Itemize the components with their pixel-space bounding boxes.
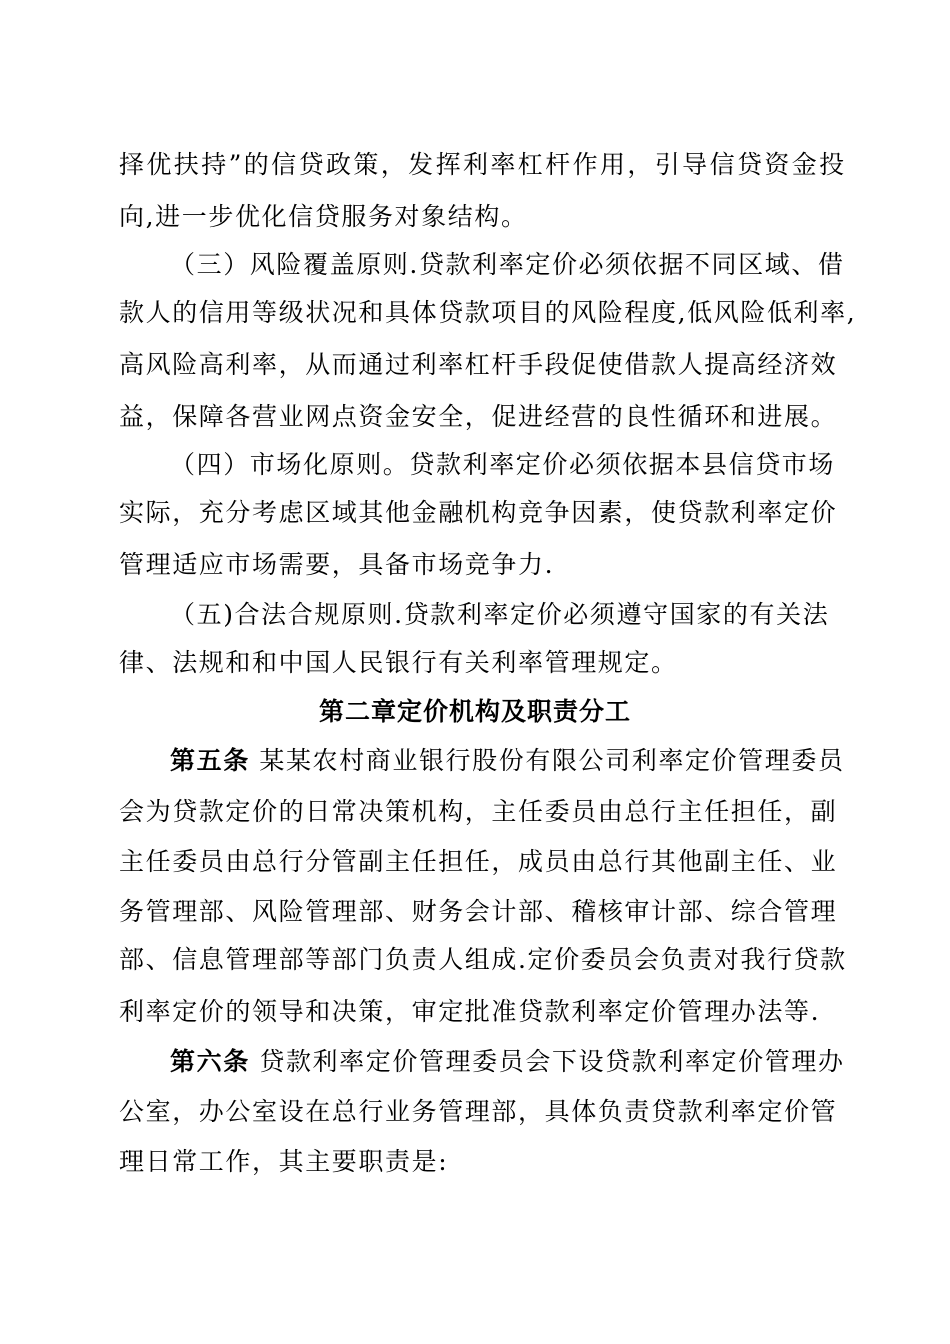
article-5-text: 某某农村商业银行股份有限公司利率定价管理委员 <box>249 746 845 775</box>
paragraph-line: 高风险高利率，从而通过利率杠杆手段促使借款人提高经济效 <box>119 350 838 379</box>
paragraph-line: 利率定价的领导和决策，审定批准贷款利率定价管理办法等. <box>119 997 821 1026</box>
article-5-label: 第五条 <box>170 746 250 775</box>
paragraph-line: 理日常工作，其主要职责是: <box>119 1147 449 1176</box>
paragraph-line: （五)合法合规原则.贷款利率定价必须遵守国家的有关法 <box>170 600 830 629</box>
paragraph-line: 会为贷款定价的日常决策机构，主任委员由总行主任担任，副 <box>119 797 838 826</box>
paragraph-line: 益，保障各营业网点资金安全，促进经营的良性循环和进展。 <box>119 402 838 431</box>
paragraph-line: 主任委员由总行分管副主任担任，成员由总行其他副主任、业 <box>119 847 838 876</box>
article-5-first-line <box>170 746 950 776</box>
paragraph-line: （四）市场化原则。贷款利率定价必须依据本县信贷市场 <box>170 450 836 479</box>
article-6-text: 贷款利率定价管理委员会下设贷款利率定价管理办 <box>249 1047 845 1076</box>
paragraph-line: 向,进一步优化信贷服务对象结构。 <box>119 202 528 231</box>
paragraph-line: 部、信息管理部等部门负责人组成.定价委员会负责对我行贷款 <box>119 945 847 974</box>
paragraph-line: 款人的信用等级状况和具体贷款项目的风险程度,低风险低利率, <box>119 298 857 327</box>
paragraph-line: 务管理部、风险管理部、财务会计部、稽核审计部、综合管理 <box>119 897 838 926</box>
paragraph-line: 公室，办公室设在总行业务管理部，具体负责贷款利率定价管 <box>119 1097 838 1126</box>
paragraph-line: 实际，充分考虑区域其他金融机构竞争因素，使贷款利率定价 <box>119 498 838 527</box>
paragraph-line: 律、法规和和中国人民银行有关利率管理规定。 <box>119 648 678 677</box>
paragraph-line: 管理适应市场需要，具备市场竞争力. <box>119 550 555 579</box>
article-6-first-line <box>170 1047 950 1077</box>
chapter-heading: 第二章定价机构及职责分工 <box>318 697 631 726</box>
paragraph-line: （三）风险覆盖原则.贷款利率定价必须依据不同区域、借 <box>170 250 845 279</box>
article-6-label: 第六条 <box>170 1047 250 1076</box>
paragraph-line: 择优扶持”的信贷政策，发挥利率杠杆作用，引导信贷资金投 <box>119 150 847 179</box>
